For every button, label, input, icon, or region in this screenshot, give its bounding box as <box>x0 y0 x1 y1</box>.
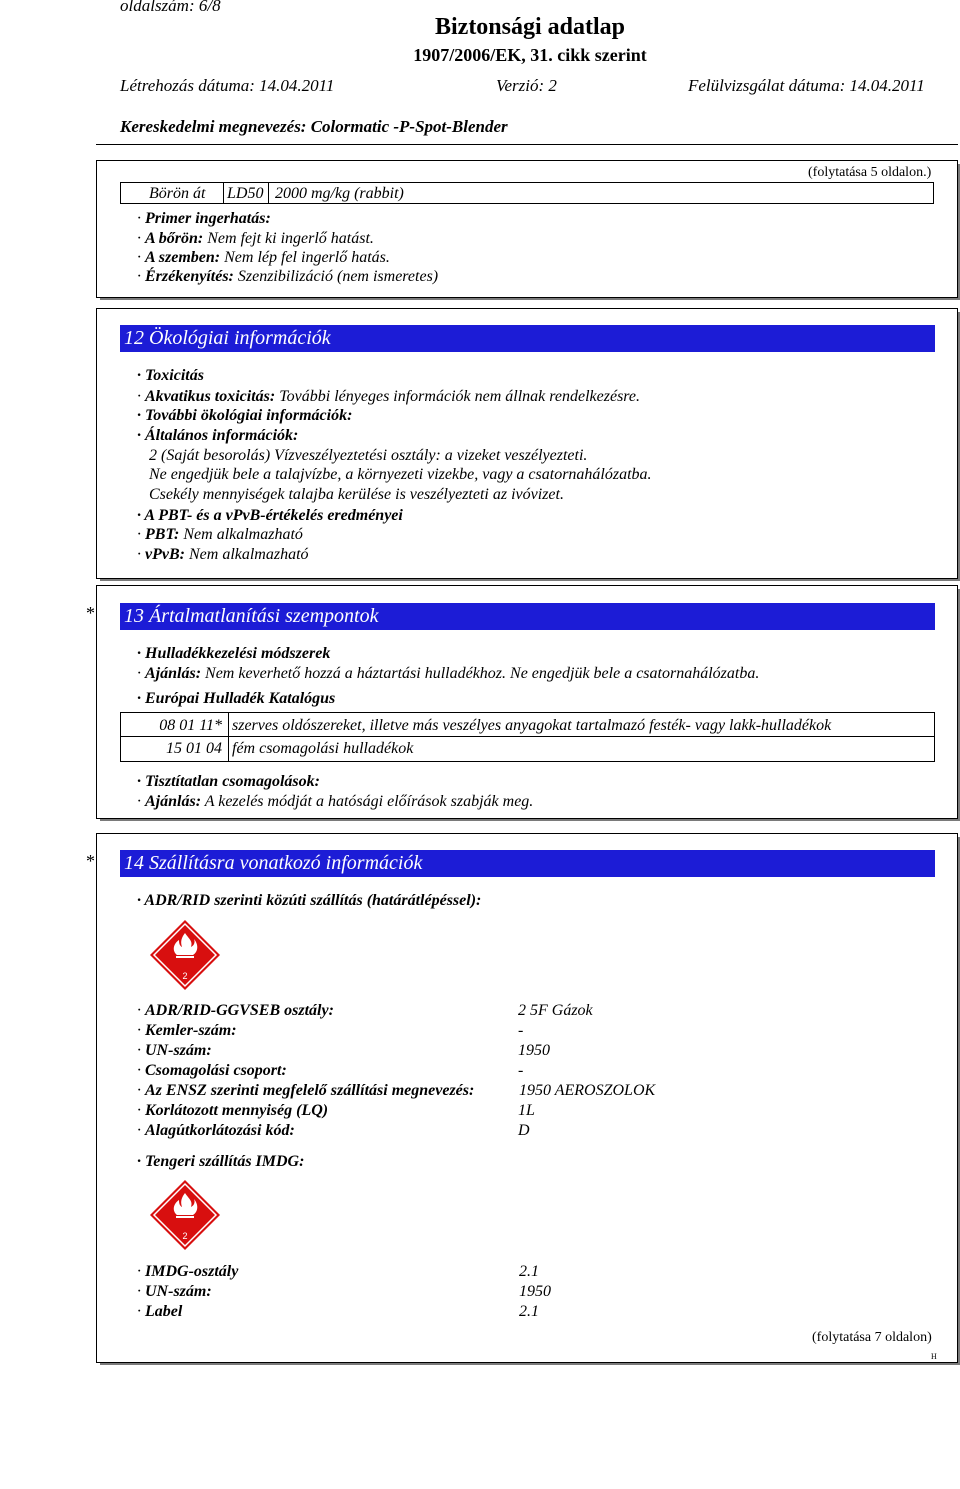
waste-code-cell <box>120 712 229 737</box>
created-date: Létrehozás dátuma: 14.04.2011 <box>120 76 335 95</box>
imdg-value: 2.1 <box>519 1263 539 1280</box>
tox-route-cell <box>120 182 224 204</box>
section-12-title: 12 Ökológiai információk <box>120 325 935 352</box>
aquatic-toxicity: · Akvatikus toxicitás: További lényeges információk nem állnak rendelkezésre. <box>137 388 641 405</box>
waste-desc: fém csomagolási hulladékok <box>232 740 414 757</box>
waste-desc-cell <box>228 712 935 737</box>
flammable-gas-diamond <box>149 1179 221 1251</box>
document-title: Biztonsági adatlap <box>434 14 626 40</box>
waste-desc: szerves oldószereket, illetve más veszélyes anyagokat tartalmazó festék- vagy lakk-hulladékok <box>232 717 832 734</box>
adr-row: · ADR/RID-GGVSEB osztály: <box>137 1002 334 1019</box>
continued-from: (folytatása 5 oldalon.) <box>808 165 932 180</box>
toxicity-heading: · Toxicitás <box>137 367 204 384</box>
pbt-heading: · A PBT- és a vPvB-értékelés eredményei <box>137 507 403 524</box>
adr-value: 1950 AEROSZOLOK <box>519 1082 656 1099</box>
adr-row: · Csomagolási csoport: <box>137 1062 287 1079</box>
adr-row: · UN-szám: <box>137 1042 212 1059</box>
waste-code: 15 01 04 <box>166 740 222 757</box>
flammable-gas-diamond <box>149 919 221 991</box>
adr-heading: · ADR/RID szerinti közúti szállítás (határátlépéssel): <box>137 892 482 909</box>
revised-date: Felülvizsgálat dátuma: 14.04.2011 <box>688 76 925 95</box>
section-14-title: 14 Szállításra vonatkozó információk <box>120 850 935 877</box>
page-number: oldalszám: 6/8 <box>120 0 221 15</box>
primary-irritation: · Primer ingerhatás: <box>137 210 271 227</box>
adr-value: - <box>518 1022 524 1039</box>
waste-catalogue-heading: · Európai Hulladék Katalógus <box>137 690 336 707</box>
eye-line: · A szemben: Nem lép fel ingerlő hatás. <box>137 249 390 266</box>
change-marker: * <box>86 603 95 623</box>
hazard-label <box>149 919 221 991</box>
trade-name: Kereskedelmi megnevezés: Colormatic -P-Spot-Blender <box>120 117 508 136</box>
waste-code-cell <box>120 736 229 762</box>
imdg-row: · Label <box>137 1303 183 1320</box>
sensitization-line: · Érzékenyítés: Szenzibilizáció (nem ismeretes) <box>137 268 439 285</box>
skin-line: · A bőrön: Nem fejt ki ingerlő hatást. <box>137 230 374 247</box>
continued-to: (folytatása 7 oldalon) <box>812 1330 932 1345</box>
waste-recommendation: · Ajánlás: Nem keverhető hozzá a háztartási hulladékhoz. Ne engedjük bele a csatornahálózatba. <box>137 665 760 682</box>
section-13-title: 13 Ártalmatlanítási szempontok <box>120 603 935 630</box>
uncleaned-packaging-heading: · Tisztítatlan csomagolások: <box>137 773 320 790</box>
tox-value-cell <box>268 182 934 204</box>
vpvb-line: · vPvB: Nem alkalmazható <box>137 546 309 563</box>
water-hazard-class: 2 (Saját besorolás) Vízveszélyeztetési osztály: a vizeket veszélyezteti. <box>149 447 588 464</box>
imdg-heading: · Tengeri szállítás IMDG: <box>137 1153 305 1170</box>
waste-methods-heading: · Hulladékkezelési módszerek <box>137 645 331 662</box>
header-divider <box>96 144 958 145</box>
drinking-water-warning: Csekély mennyiségek talajba kerülése is veszélyezteti az ivóvizet. <box>149 486 564 503</box>
tox-param-cell <box>223 182 269 204</box>
adr-value: 1L <box>518 1102 535 1119</box>
adr-row: · Kemler-szám: <box>137 1022 237 1039</box>
tox-param: LD50 <box>227 185 264 202</box>
further-eco-info: · További ökológiai információk: <box>137 407 353 424</box>
footer-mark: H <box>931 1352 937 1361</box>
waste-desc-cell <box>228 736 935 762</box>
adr-value: D <box>518 1122 530 1139</box>
packaging-recommendation: · Ajánlás: A kezelés módját a hatósági előírások szabják meg. <box>137 793 534 810</box>
adr-value: - <box>518 1062 524 1079</box>
adr-row: · Alagútkorlátozási kód: <box>137 1122 295 1139</box>
adr-value: 1950 <box>518 1042 550 1059</box>
imdg-value: 1950 <box>519 1283 551 1300</box>
imdg-row: · IMDG-osztály <box>137 1263 239 1280</box>
hazard-class-number: 2 <box>182 1231 188 1241</box>
tox-route: Börön át <box>149 185 206 202</box>
adr-row: · Korlátozott mennyiség (LQ) <box>137 1102 329 1119</box>
hazard-label <box>149 1179 221 1251</box>
tox-value: 2000 mg/kg (rabbit) <box>275 185 404 202</box>
imdg-row: · UN-szám: <box>137 1283 212 1300</box>
hazard-class-number: 2 <box>182 971 188 981</box>
adr-value: 2 5F Gázok <box>518 1002 593 1019</box>
waste-code: 08 01 11* <box>159 717 222 734</box>
groundwater-warning: Ne engedjük bele a talajvízbe, a környezeti vizekbe, vagy a csatornahálózatba. <box>149 466 652 483</box>
change-marker: * <box>86 851 95 871</box>
imdg-value: 2.1 <box>519 1303 539 1320</box>
version: Verzió: 2 <box>496 76 557 95</box>
pbt-line: · PBT: Nem alkalmazható <box>137 526 303 543</box>
document-subtitle: 1907/2006/EK, 31. cikk szerint <box>413 45 647 65</box>
general-info: · Általános információk: <box>137 427 299 444</box>
adr-row: · Az ENSZ szerinti megfelelő szállítási megnevezés: <box>137 1082 475 1099</box>
